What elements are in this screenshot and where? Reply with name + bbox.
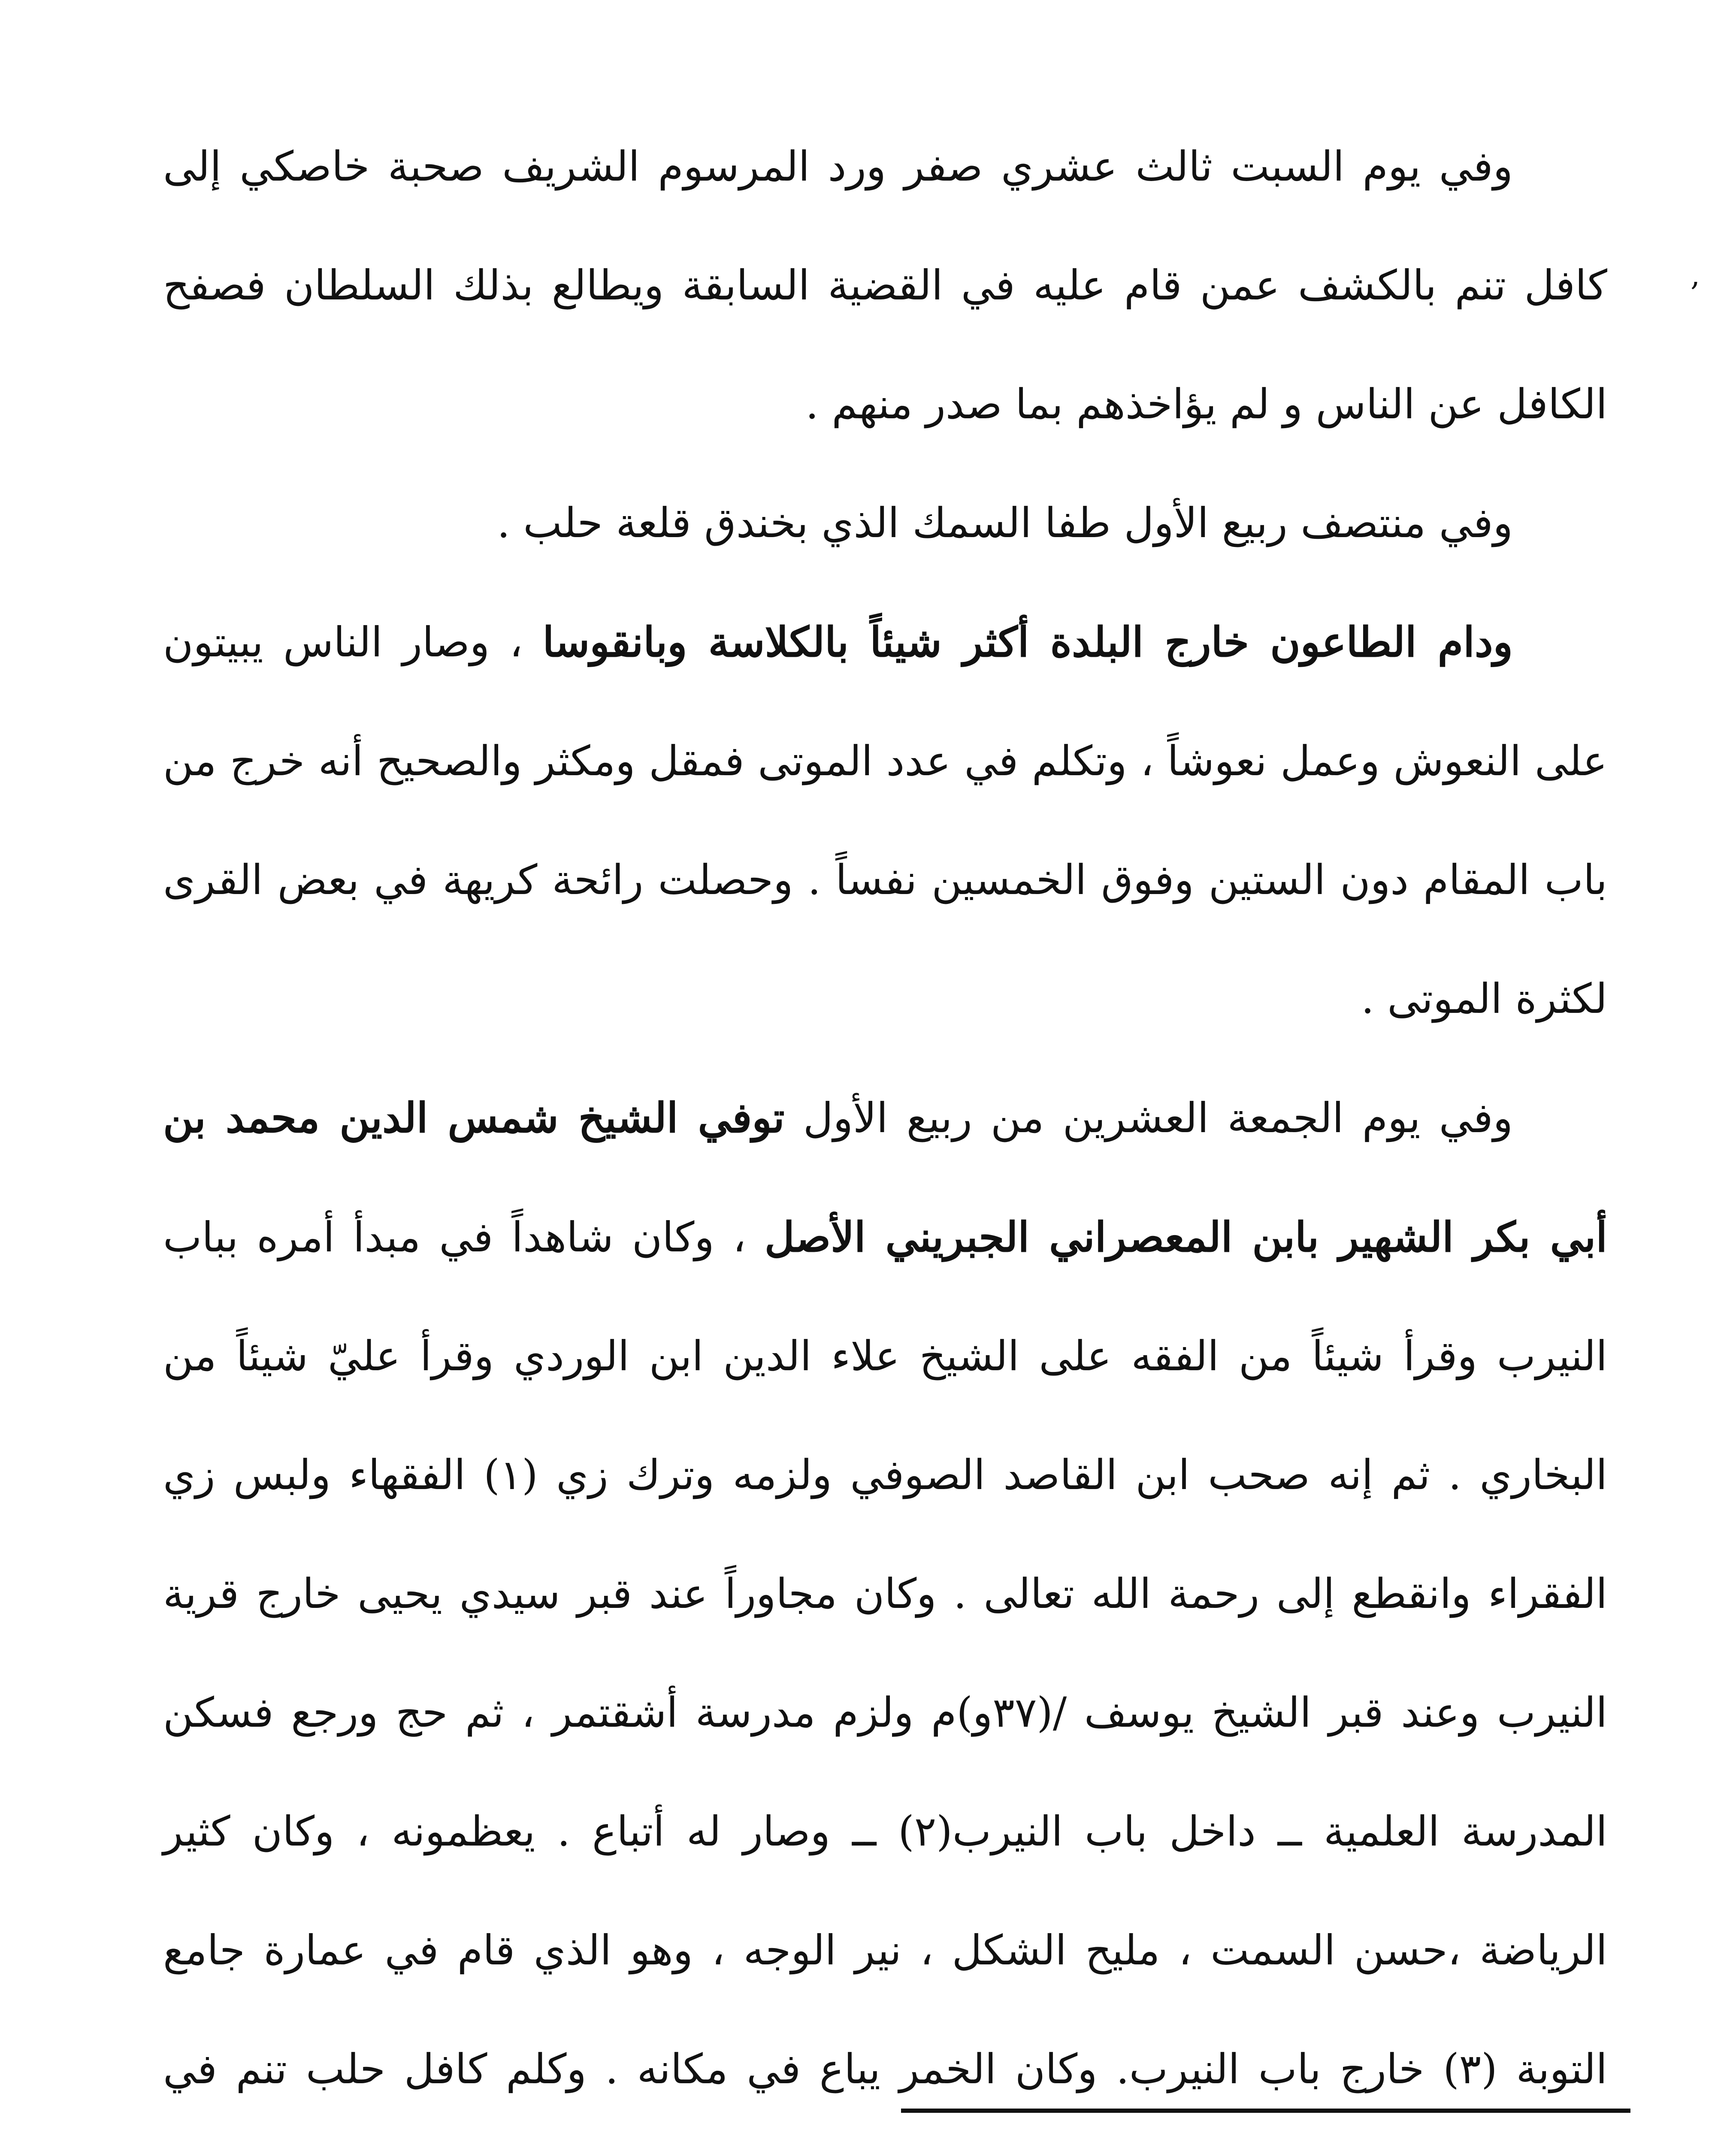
paragraph-2-text: وفي منتصف ربيع الأول طفا السمك الذي بخندق قلعة حلب . [497, 499, 1513, 547]
margin-mark: , [1691, 257, 1700, 293]
paragraph-1 [163, 107, 1607, 464]
paragraph-4-bold-name: توفي الشيخ شمس الدين محمد بن أبي بكر الشهير بابن المعصراني الجبريني الأصل [163, 1094, 1608, 1261]
paragraph-3 [163, 583, 1607, 1058]
paragraph-2 [163, 464, 1607, 583]
paragraph-1-text: وفي يوم السبت ثالث عشري صفر ورد المرسوم الشريف صحبة خاصكي إلى كافل تنم بالكشف عمن قام عليه في القضية السابقة ويطالع بذلك السلطان فصفح الكافل عن الناس و لم يؤاخذهم بما صدر منهم . [163, 142, 1607, 428]
paragraph-4-intro: وفي يوم الجمعة العشرين من ربيع الأول [784, 1094, 1513, 1142]
paragraph-3-bold-heading: ودام الطاعون خارج البلدة أكثر شيئاً بالكلاسة وبانقوسا [542, 618, 1513, 666]
paragraph-3-text: ، وصار الناس يبيتون على النعوش وعمل نعوشاً ، وتكلم في عدد الموتى فمقل ومكثر والصحيح أنه خرج من باب المقام دون الستين وفوق الخمسين نفساً . وحصلت رائحة كريهة في بعض القرى لكثرة الموتى . [163, 618, 1608, 1023]
footnote-separator [901, 2109, 1630, 2113]
main-text [163, 107, 1607, 2145]
paragraph-4-text: ، وكان شاهداً في مبدأ أمره بباب النيرب وقرأ شيئاً من الفقه على الشيخ علاء الدين ابن الوردي وقرأ عليّ شيئاً من البخاري . ثم إنه صحب ابن القاصد الصوفي ولزمه وترك زي (١) الفقهاء ولبس زي الفقراء وانقطع إلى رحمة الله تعالى . وكان مجاوراً عند قبر سيدي يحيى خارج قرية النيرب وعند قبر الشيخ يوسف /(٣٧و)م ولزم مدرسة أشقتمر ، ثم حج ورجع فسكن المدرسة العلمية ــ داخل باب النيرب(٢) ــ وصار له أتباع . يعظمونه ، وكان كثير الرياضة ،حسن السمت ، مليح الشكل ، نير الوجه ، وهو الذي قام في عمارة جامع التوبة (٣) خارج باب النيرب. وكان الخمر يباع في مكانه . وكلم كافل حلب تنم في [163, 1213, 1608, 2093]
paragraph-4 [163, 1058, 1607, 2145]
